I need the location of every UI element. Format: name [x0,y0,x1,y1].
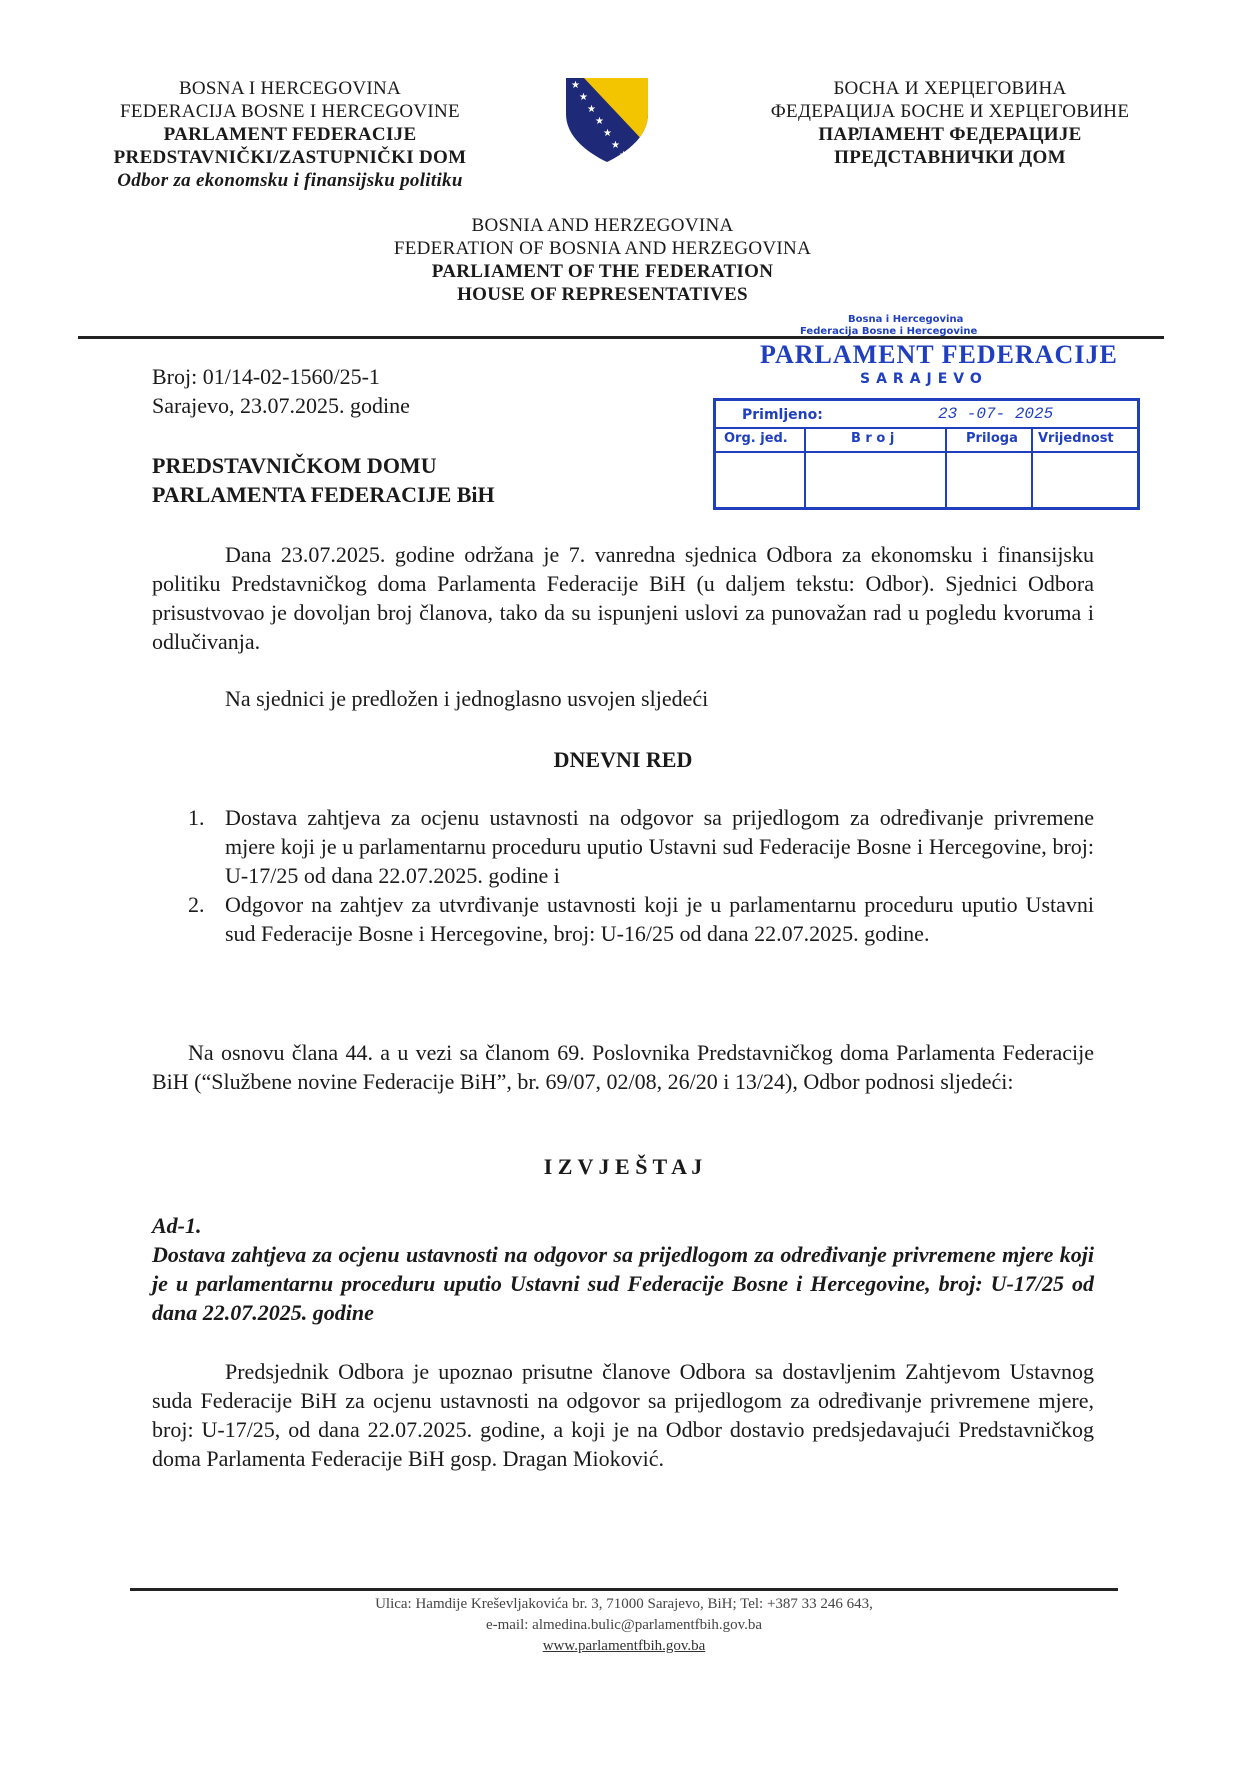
bih-coat-of-arms-icon [562,74,652,164]
report-title: I Z V J E Š T A J [543,1154,703,1179]
footer-email: e-mail: almedina.bulic@parlamentfbih.gov.ba [485,1617,763,1633]
reference-number: Broj: 01/14-02-1560/25-1 [152,364,380,389]
header-right-parliament: ПАРЛАМЕНТ ФЕДЕРАЦИЈЕ [818,124,1082,145]
ad1-label: Ad-1. [152,1213,202,1238]
intro-paragraph: Dana 23.07.2025. godine održana je 7. vanredna sjednica Odbora za ekonomsku i finansijsku politiku Predstavničkog doma Parlamenta Federacije BiH (u daljem tekstu: Odbor). Sjednici Odbora prisustvovao je dovoljan broj članova, tako da su ispunjeni uslovi za punovažan rad u pogledu kvoruma i odlučivanja. [152,542,1094,654]
agenda-item [152,803,1094,890]
stamp-col-divider-2 [945,427,947,507]
header-right-federation: ФЕДЕРАЦИЈА БОСНЕ И ХЕРЦЕГОВИНЕ [770,101,1130,122]
stamp-col-divider-3 [1031,427,1033,507]
legal-basis-paragraph: Na osnovu člana 44. a u vezi sa članom 69. Poslovnika Predstavničkog doma Parlamenta Federacije BiH (“Službene novine Federacije BiH”, br. 69/07, 02/08, 26/20 i 13/24), Odbor podnosi sljedeći: [152,1040,1094,1094]
agenda-item-number: 1. [188,805,205,830]
header-right [720,77,1180,169]
footer-address: Ulica: Hamdije Kreševljakovića br. 3, 71000 Sarajevo, BiH; Tel: +387 33 246 643, [375,1596,873,1612]
recipient-block [152,451,632,509]
svg-text:★: ★ [595,116,604,127]
stamp-row-divider [716,427,1137,429]
stamp-col-number: B r o j [851,431,895,446]
stamp-col-value: Vrijednost [1038,431,1114,446]
agenda-item-number: 2. [188,892,205,917]
svg-text:★: ★ [603,128,612,139]
footer [130,1594,1118,1657]
recipient-line1: PREDSTAVNIČKOM DOMU [152,453,437,478]
header-center-federation: FEDERATION OF BOSNIA AND HERZEGOVINA [393,238,812,259]
header-left-committee: Odbor za ekonomsku i finansijsku politiku [117,170,463,191]
header-left-country: BOSNA I HERCEGOVINA [178,78,402,99]
footer-website-link[interactable]: www.parlamentfbih.gov.ba [542,1638,706,1654]
header-left-federation: FEDERACIJA BOSNE I HERCEGOVINE [120,101,460,122]
stamp-country: Bosna i Hercegovina [848,314,964,325]
stamp-title: PARLAMENT FEDERACIJE [760,340,1118,369]
svg-text:★: ★ [571,80,580,91]
header-center-parliament: PARLIAMENT OF THE FEDERATION [431,261,774,282]
recipient-line2: PARLAMENTA FEDERACIJE BiH [152,482,495,507]
stamp-city: SARAJEVO [860,371,988,387]
stamp-table [713,398,1140,510]
header-left [90,77,490,192]
header-center-country: BOSNIA AND HERZEGOVINA [471,215,734,236]
header-center-house: HOUSE OF REPRESENTATIVES [457,284,748,305]
svg-text:★: ★ [611,140,620,151]
ad1-paragraph: Predsjednik Odbora je upoznao prisutne članove Odbora sa dostavljenim Zahtjevom Ustavnog suda Federacije BiH za ocjenu ustavnosti na odgovor sa prijedlogom za određivanje privremene mjere, broj: U-17/25, od dana 22.07.2025. godine, a koji je na Odbor dostavio predsjedavajući Predstavničkog doma Parlamenta Federacije BiH gosp. Dragan Mioković. [152,1359,1094,1471]
footer-divider [130,1588,1118,1591]
svg-text:★: ★ [579,92,588,103]
svg-text:★: ★ [587,104,596,115]
stamp-header-divider [716,451,1137,453]
stamp-col-attachments: Priloga [966,431,1018,446]
proposed-sentence: Na sjednici je predložen i jednoglasno usvojen sljedeći [225,686,709,711]
reference-block [152,362,602,420]
agenda-item-text: Odgovor na zahtjev za utvrđivanje ustavnosti koji je u parlamentarnu proceduru uputio Ustavni sud Federacije Bosne i Hercegovine, broj: U-16/25 od dana 22.07.2025. godine. [225,892,1094,946]
header-right-house: ПРЕДСТАВНИЧКИ ДОМ [834,147,1066,168]
stamp-federation: Federacija Bosne i Hercegovine [800,326,978,337]
stamp-col-org: Org. jed. [724,431,788,446]
agenda-list [152,803,1094,948]
header-left-house: PREDSTAVNIČKI/ZASTUPNIČKI DOM [113,147,467,168]
svg-text:★: ★ [619,150,628,161]
ad1-title: Dostava zahtjeva za ocjenu ustavnosti na odgovor sa prijedlogom za određivanje privremene mjere koji je u parlamentarnu proceduru uputio Ustavni sud Federacije Bosne i Hercegovine, broj: U-17/25 od dana 22.07.2025. godine [152,1242,1094,1325]
agenda-item [152,890,1094,948]
agenda-item-text: Dostava zahtjeva za ocjenu ustavnosti na odgovor sa prijedlogom za određivanje privremene mjere koji je u parlamentarnu proceduru uputio Ustavni sud Federacije Bosne i Hercegovine, broj: U-17/25 od dana 22.07.2025. godine i [225,805,1094,888]
stamp-col-divider-1 [804,427,806,507]
stamp-received-label: Primljeno: [742,407,823,423]
header-left-parliament: PARLAMENT FEDERACIJE [163,124,417,145]
header-center [330,214,875,306]
header-right-country: БОСНА И ХЕРЦЕГОВИНА [833,78,1067,99]
reference-place-date: Sarajevo, 23.07.2025. godine [152,393,410,418]
stamp-received-date: 23 -07- 2025 [938,405,1054,423]
agenda-title: DNEVNI RED [553,747,693,772]
